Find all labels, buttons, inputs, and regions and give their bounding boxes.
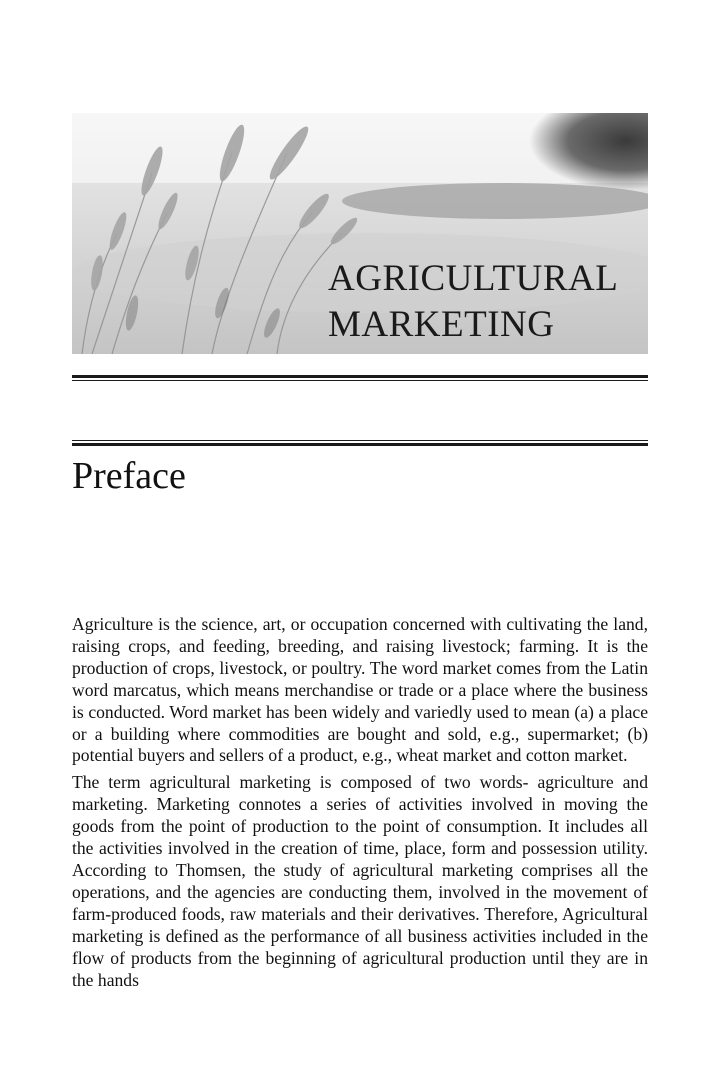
banner-title-line-1: AGRICULTURAL <box>328 258 619 299</box>
banner-title-line-2: MARKETING <box>328 304 555 345</box>
body-text <box>72 614 648 996</box>
chapter-heading: Preface <box>72 455 186 497</box>
paragraph: Agriculture is the science, art, or occupation concerned with cultivating the land, raising crops, and feeding, breeding, and raising livestock; farming. It is the production of crops, livestock, or poultry. The word market comes from the Latin word marcatus, which means merchandise or trade or a place where the business is conducted. Word market has been widely and variedly used to mean (a) a place or a building where commodities are bought and sold, e.g., supermarket; (b) potential buyers and sellers of a product, e.g., wheat market and cotton market. <box>72 614 648 766</box>
chapter-banner <box>72 113 648 354</box>
banner-title <box>328 256 618 348</box>
divider-rule-top <box>72 375 648 381</box>
paragraph: The term agricultural marketing is composed of two words- agriculture and marketing. Marketing connotes a series of activities involved in moving the goods from the point of production to the point of consumption. It includes all the activities involved in the creation of time, place, form and possession utility. According to Thomsen, the study of agricultural marketing comprises all the operations, and the agencies are conducting them, involved in the movement of farm-produced foods, raw materials and their derivatives. Therefore, Agricultural marketing is defined as the performance of all business activities included in the flow of products from the beginning of agricultural production until they are in the hands <box>72 772 648 990</box>
divider-rule-bottom <box>72 440 648 446</box>
